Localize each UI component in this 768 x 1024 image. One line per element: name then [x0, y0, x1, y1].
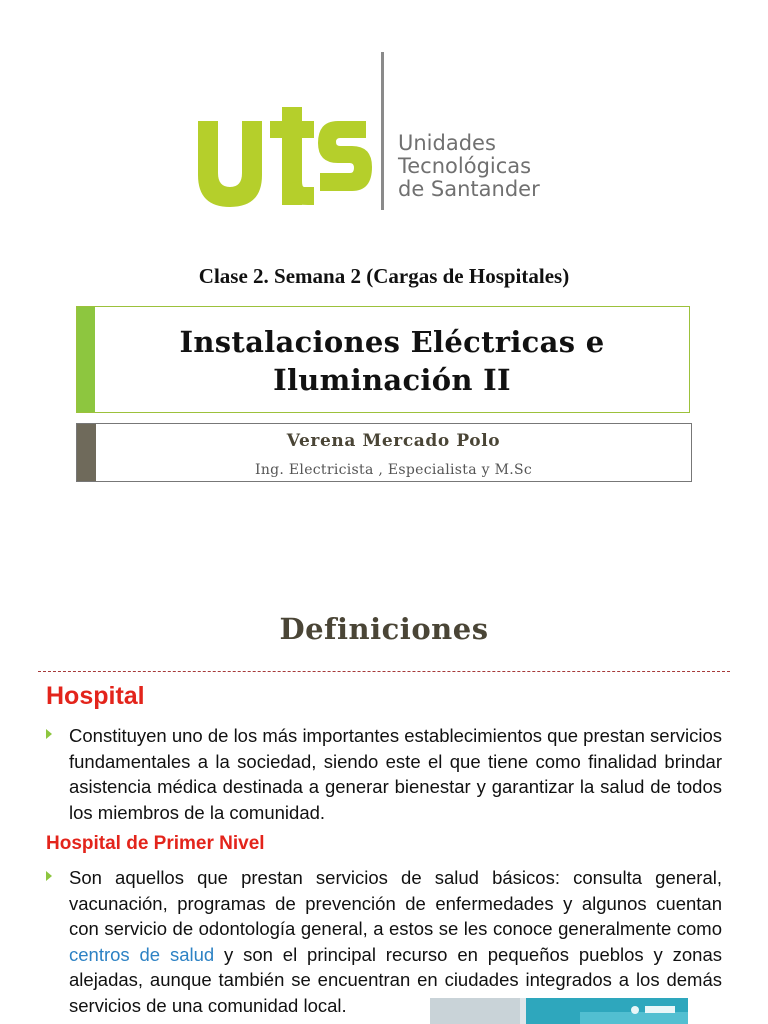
bullet-hospital-definition — [46, 723, 722, 825]
bullet-arrow-icon — [46, 729, 52, 739]
title-accent-bar — [77, 307, 95, 412]
logo-text-line3: de Santander — [398, 177, 540, 201]
bullet2-text-after: y son el principal recurso en pequeños pueblos y zonas alejadas, aunque también se encuentran en ciudades integrados a los demás servicios de una comunidad local. — [69, 943, 722, 1016]
bullet-primer-nivel-definition — [46, 865, 722, 1018]
section-divider — [38, 671, 730, 672]
logo-text-line2: Tecnológicas — [398, 154, 532, 178]
uts-logo-mark — [196, 107, 372, 207]
author-name: Verena Mercado Polo — [286, 431, 501, 451]
author-accent-bar — [77, 424, 96, 481]
uts-logo — [196, 52, 556, 214]
centros-de-salud-link[interactable]: centros de salud — [69, 943, 215, 965]
heading-primer-nivel: Hospital de Primer Nivel — [46, 833, 265, 854]
author-box — [76, 423, 692, 482]
logo-divider — [381, 52, 384, 210]
course-title-box — [76, 306, 690, 413]
logo-institution-name — [398, 132, 540, 201]
author-role: Ing. Electricista , Especialista y M.Sc — [254, 462, 532, 478]
logo-text-line1: Unidades — [398, 131, 496, 155]
bullet-primer-nivel-text — [69, 865, 722, 1018]
bullet-hospital-text: Constituyen uno de los más importantes establecimientos que prestan servicios fundamentales a la sociedad, siendo este el que tiene como finalidad brindar asistencia médica destinada a generar bienestar y garantizar la salud de todos los miembros de la comunidad. — [69, 725, 722, 823]
bullet2-text-before: Son aquellos que prestan servicios de salud básicos: consulta general, vacunación, programas de prevención de enfermedades y algunos cuentan con servicio de odontología general, a estos se les conoce generalmente como — [69, 867, 722, 939]
course-title-line1: Instalaciones Eléctricas e — [179, 325, 605, 359]
heading-hospital: Hospital — [46, 682, 145, 710]
section-title: Definiciones — [279, 612, 489, 646]
course-title — [95, 323, 689, 399]
bullet-arrow-icon — [46, 871, 52, 881]
class-subtitle: Clase 2. Semana 2 (Cargas de Hospitales) — [198, 264, 570, 288]
health-center-photo-image — [430, 998, 688, 1024]
course-title-line2: Iluminación II — [273, 363, 511, 397]
health-center-photo — [430, 998, 688, 1024]
